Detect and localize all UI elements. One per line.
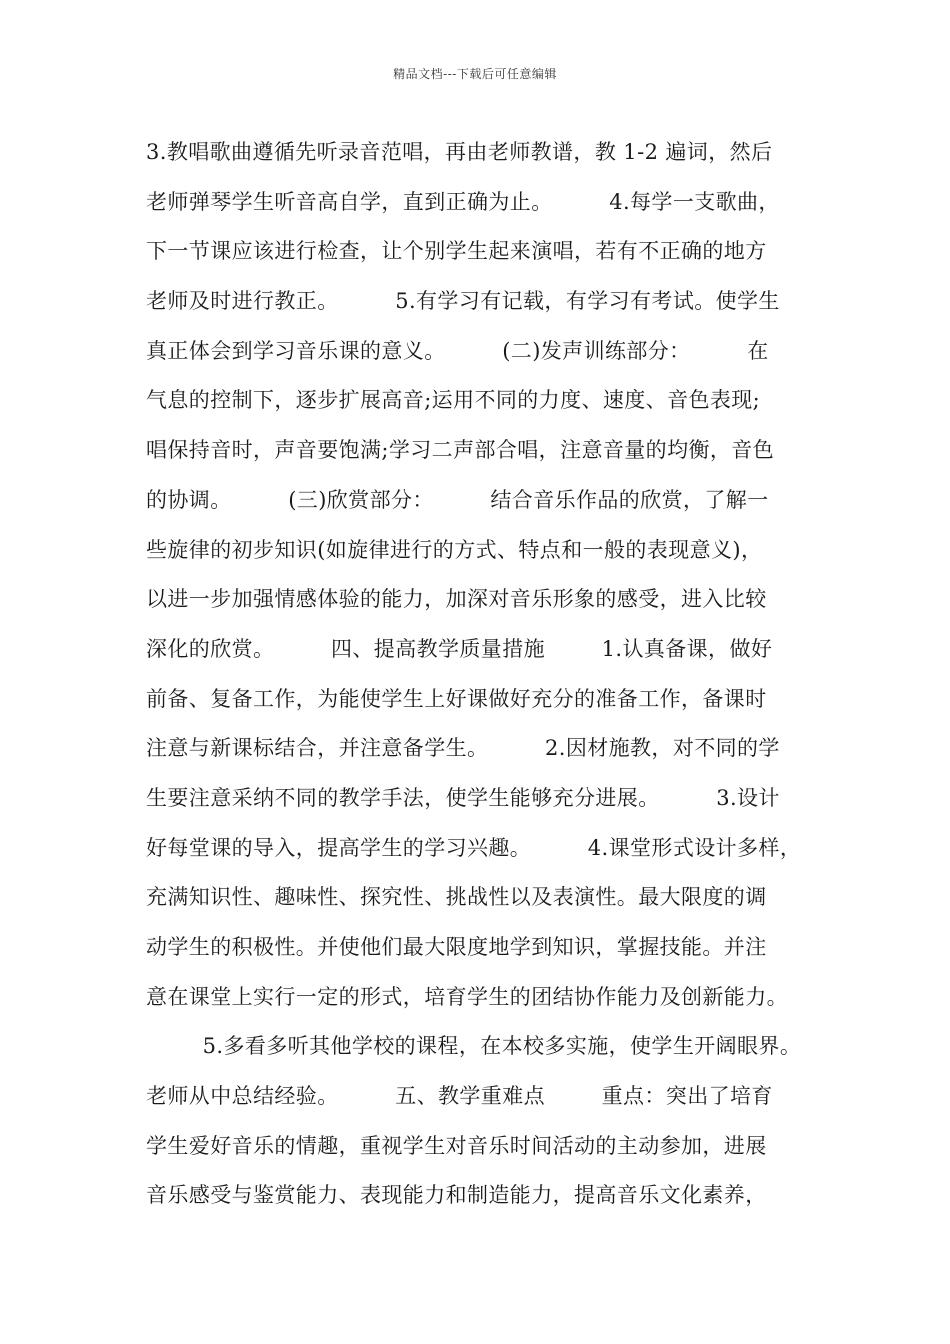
text-line: 意在课堂上实行一定的形式，培育学生的团结协作能力及创新能力。: [146, 984, 788, 1009]
text-line: 下一节课应该进行检查，让个别学生起来演唱，若有不正确的地方: [146, 239, 767, 264]
text-line: 老师弹琴学生听音高自学，直到正确为止。 4.每学一支歌曲，: [146, 189, 780, 214]
text-line: 5.多看多听其他学校的课程，在本校多实施，使学生开阔眼界。: [146, 1034, 802, 1059]
text-line: 充满知识性、趣味性、探究性、挑战性以及表演性。最大限度的调: [146, 885, 767, 910]
text-line: 学生爱好音乐的情趣，重视学生对音乐时间活动的主动参加，进展: [146, 1133, 767, 1158]
text-line: 3.教唱歌曲遵循先听录音范唱，再由老师教谱，教 1-2 遍词，然后: [146, 140, 773, 164]
text-line: 真正体会到学习音乐课的意义。 (二)发声训练部分： 在: [146, 338, 769, 363]
text-line: 些旋律的初步知识(如旋律进行的方式、特点和一般的表现意义)，: [146, 537, 763, 562]
page-header: 精品文档---下载后可任意编辑: [393, 67, 557, 81]
text-line: 音乐感受与鉴赏能力、表现能力和制造能力，提高音乐文化素养，: [146, 1183, 767, 1208]
text-line: 动学生的积极性。并使他们最大限度地学到知识，掌握技能。并注: [146, 935, 767, 959]
text-line: 注意与新课标结合，并注意备学生。 2.因材施教，对不同的学: [146, 736, 780, 761]
text-line: 唱保持音时，声音要饱满;学习二声部合唱，注意音量的均衡，音色: [146, 438, 775, 463]
text-line: 深化的欣赏。 四、提高教学质量措施 1.认真备课，做好: [146, 636, 773, 661]
text-line: 生要注意采纳不同的教学手法，使学生能够充分进展。 3.设计: [146, 785, 780, 810]
text-line: 的协调。 (三)欣赏部分： 结合音乐作品的欣赏，了解一: [146, 487, 769, 512]
text-line: 老师从中总结经验。 五、教学重难点 重点：突出了培育: [146, 1084, 773, 1109]
text-line: 前备、复备工作，为能使学生上好课做好充分的准备工作，备课时: [146, 686, 767, 711]
text-line: 以进一步加强情感体验的能力，加深对音乐形象的感受，进入比较: [146, 587, 767, 612]
document-body: [146, 128, 826, 1221]
text-line: 老师及时进行教正。 5.有学习有记载，有学习有考试。使学生: [146, 289, 780, 314]
text-line: 气息的控制下，逐步扩展高音;运用不同的力度、速度、音色表现;: [146, 388, 761, 413]
text-line: 好每堂课的导入，提高学生的学习兴趣。 4.课堂形式设计多样，: [146, 835, 802, 860]
